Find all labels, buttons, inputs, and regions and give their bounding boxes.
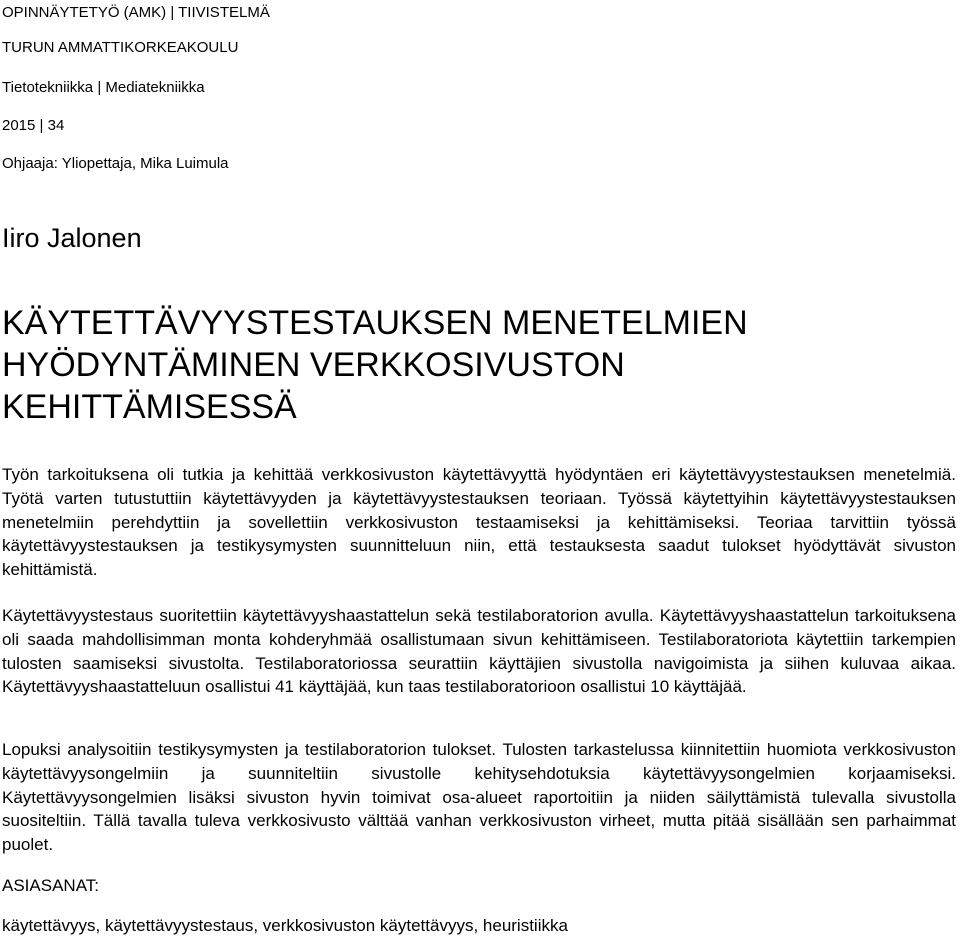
year-and-pages: 2015 | 34 [2, 117, 65, 134]
keywords-label: ASIASANAT: [2, 876, 99, 895]
title-line: HYÖDYNTÄMINEN VERKKOSIVUSTON [2, 346, 625, 384]
author-name: Iiro Jalonen [2, 223, 142, 253]
abstract-paragraph-2: Käytettävyystestaus suoritettiin käytettävyyshaastattelun sekä testilaboratorion avulla. Käytettävyyshaastattelun tarkoituksena oli saada mahdollisimman monta kohderyhmää osallistumaan sivun kehittämiseen. Testilaboratoriota käytettiin tarkempien tulosten saamiseksi sivustolta. Testilaboratoriossa seurattiin käyttäjien sivustolla navigoimista ja siihen kuluvaa aikaa. Käytettävyyshaastatteluun osallistui 41 käyttäjää, kun taas testilaboratorioon osallistui 10 käyttäjää. [2, 606, 956, 697]
abstract-paragraph-3: Lopuksi analysoitiin testikysymysten ja testilaboratorion tulokset. Tulosten tarkastelussa kiinnitettiin huomiota verkkosivuston käytettävyysongelmiin ja suunniteltiin sivustolle kehitysehdotuksia käytettävyysongelmien korjaamiseksi. Käytettävyysongelmien lisäksi sivuston hyvin toimivat osa-alueet raportoitiin ja niiden säilyttämistä tulevalla sivustolla suositeltiin. Tällä tavalla tuleva verkkosivusto välttää vanhan verkkosivuston virheet, mutta pitää sisällään sen parhaimmat puolet. [2, 740, 956, 855]
thesis-title [2, 302, 748, 428]
supervisor: Ohjaaja: Yliopettaja, Mika Luimula [2, 155, 229, 172]
title-line: KEHITTÄMISESSÄ [2, 388, 297, 426]
degree-program: Tietotekniikka | Mediatekniikka [2, 79, 205, 96]
document-type: OPINNÄYTETYÖ (AMK) | TIIVISTELMÄ [2, 4, 270, 21]
title-line: KÄYTETTÄVYYSTESTAUKSEN MENETELMIEN [2, 304, 748, 342]
keywords-list: käytettävyys, käytettävyystestaus, verkkosivuston käytettävyys, heuristiikka [2, 916, 568, 935]
school-name: TURUN AMMATTIKORKEAKOULU [2, 39, 239, 56]
abstract-paragraph-1: Työn tarkoituksena oli tutkia ja kehittää verkkosivuston käytettävyyttä hyödyntäen eri käytettävyystestauksen menetelmiä. Työtä varten tutustuttiin käytettävyyden ja käytettävyystestauksen teoriaan. Työssä käytettyihin käytettävyystestauksen menetelmiin perehdyttiin ja sovellettiin verkkosivuston testaamiseksi ja kehittämiseksi. Teoriaa tarvittiin työssä käytettävyystestauksen ja testikysymysten suunnitteluun niin, että testauksesta saadut tulokset hyödyttävät sivuston kehittämistä. [2, 465, 956, 580]
